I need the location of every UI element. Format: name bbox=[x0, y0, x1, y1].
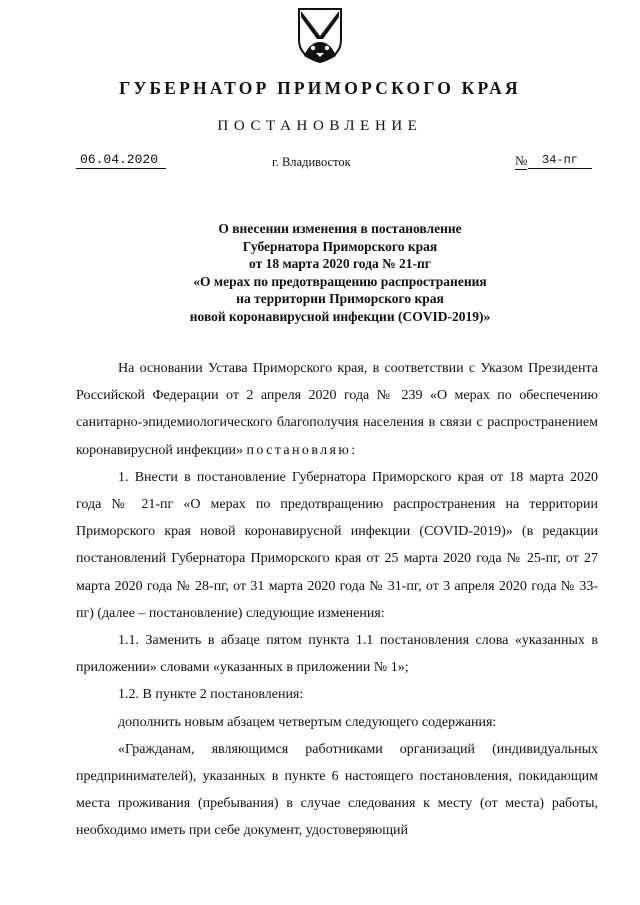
heading-line: на территории Приморского края bbox=[236, 291, 444, 307]
heading-line: от 18 марта 2020 года № 21-пг bbox=[249, 256, 431, 272]
coat-of-arms-icon bbox=[296, 6, 344, 64]
document-body bbox=[76, 355, 598, 845]
paragraph-item-1-2: 1.2. В пункте 2 постановления: bbox=[118, 687, 304, 703]
heading-line: «О мерах по предотвращению распространения bbox=[193, 273, 487, 289]
document-number: 34-пг bbox=[528, 152, 592, 169]
document-date: 06.04.2020 bbox=[76, 152, 166, 169]
document-city: г. Владивосток bbox=[272, 155, 351, 169]
heading-line: О внесении изменения в постановление bbox=[218, 221, 462, 236]
document-number-label: № bbox=[515, 153, 528, 168]
document-heading bbox=[0, 220, 640, 326]
decree-word: постановляю: bbox=[246, 442, 358, 458]
heading-line: новой коронавирусной инфекции (COVID-2019)» bbox=[189, 308, 491, 324]
document-type: ПОСТАНОВЛЕНИЕ bbox=[217, 118, 423, 134]
paragraph-preamble bbox=[76, 355, 598, 464]
paragraph-item-1-1: 1.1. Заменить в абзаце пятом пункта 1.1 постановления слова «указанных в приложении» словами «указанных в приложении № 1»; bbox=[76, 633, 598, 676]
preamble-text: На основании Устава Приморского края, в соответствии с Указом Президента Российской Федерации от 2 апреля 2020 года № 239 «О мерах по обеспечению санитарно-эпидемиологического благополучия населения в связи с распространением коронавирусной инфекции» bbox=[76, 361, 598, 458]
org-title: ГУБЕРНАТОР ПРИМОРСКОГО КРАЯ bbox=[119, 78, 521, 98]
paragraph-amendment-intro: дополнить новым абзацем четвертым следующего содержания: bbox=[118, 714, 497, 730]
heading-line: Губернатора Приморского края bbox=[242, 238, 438, 254]
paragraph-item-1: 1. Внести в постановление Губернатора Приморского края от 18 марта 2020 года № 21-пг «О мерах по предотвращению распространения на территории Приморского края новой коронавирусной инфекции (COVID-2019)» (в редакции постановлений Губернатора Приморского края от 25 марта 2020 года № 25-пг, от 27 марта 2020 года № 28-пг, от 31 марта 2020 года № 31-пг, от 3 апреля 2020 года № 33-пг) (далее – постановление) следующие изменения: bbox=[76, 469, 598, 621]
paragraph-amendment-text: «Гражданам, являющимся работниками организаций (индивидуальных предпринимателей), указанных в пункте 6 настоящего постановления, покидающим места проживания (пребывания) в случае следования к месту (от места) работы, необходимо иметь при себе документ, удостоверяющий bbox=[76, 741, 598, 839]
